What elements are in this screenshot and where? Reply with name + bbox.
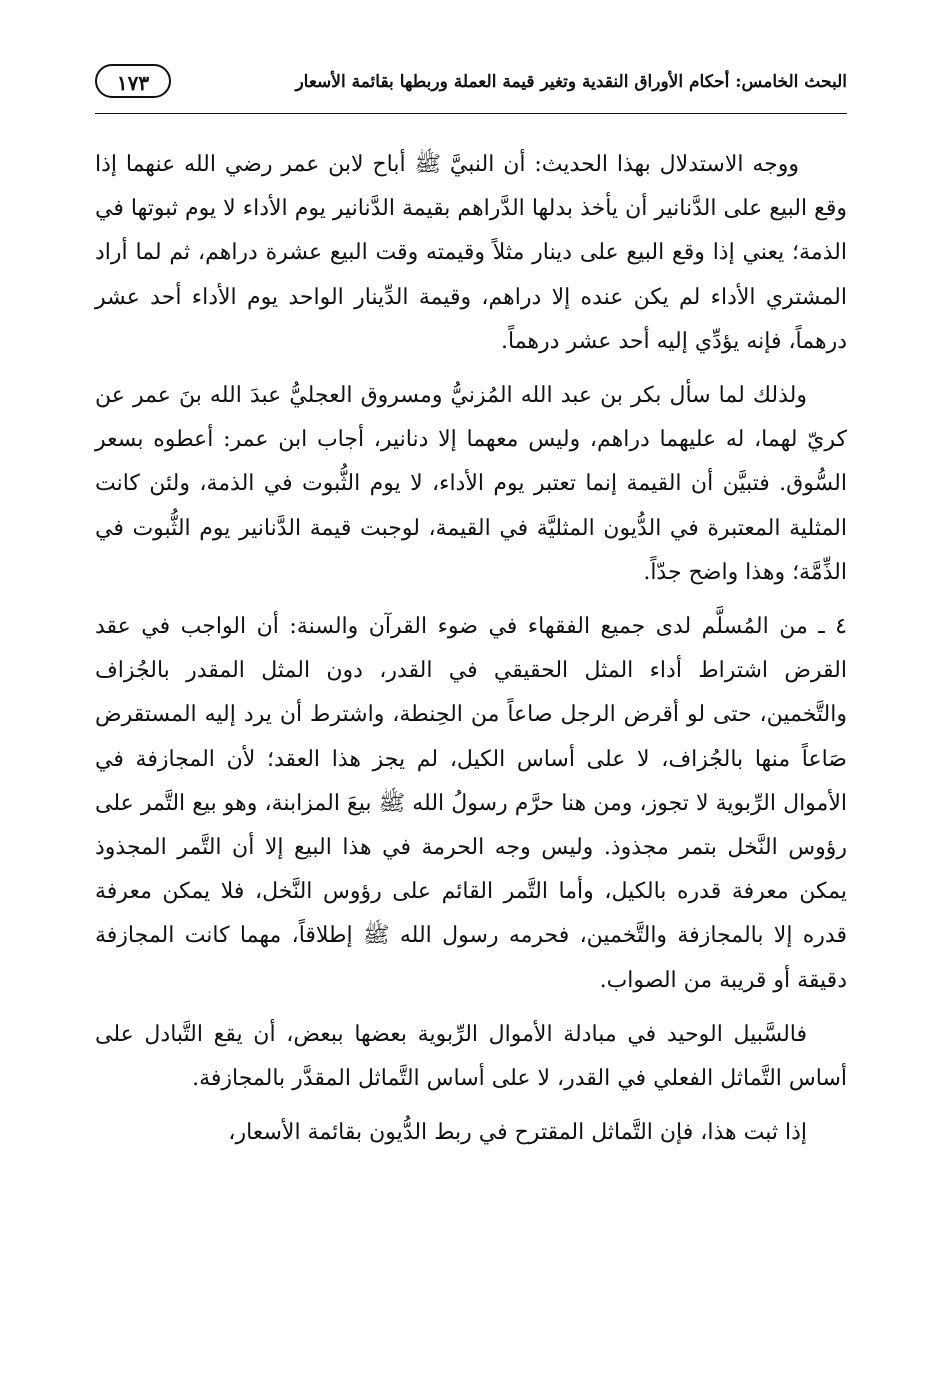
paragraph-istidlal: ووجه الاستدلال بهذا الحديث: أن النبيَّ ﷺ أباح لابن عمر رضي الله عنهما إذا وقع البيع على الدَّنانير أن يأخذ بدلها الدَّراهم بقيمة الدَّنانير يوم الأداء لا يوم ثبوتها في الذمة؛ يعني إذا وقع البيع على دينار مثلاً وقيمته وقت البيع عشرة دراهم، ثم لما أراد المشتري الأداء لم يكن عنده إلا دراهم، وقيمة الدِّينار الواحد يوم الأداء أحد عشر درهماً، فإنه يؤدِّي إليه أحد عشر درهماً. <box>95 152 847 354</box>
page-number: ١٧٣ <box>95 64 171 98</box>
body-text <box>95 143 847 1165</box>
header-divider <box>95 113 847 114</box>
running-head-title: أحكام الأوراق النقدية وتغير قيمة العملة وربطها بقائمة الأسعار <box>295 72 730 92</box>
running-head-series: البحث الخامس: <box>735 72 847 92</box>
paragraph-point-4: ٤ ـ من المُسلَّم لدى جميع الفقهاء في ضوء القرآن والسنة: أن الواجب في عقد القرض اشتراط أداء المثل الحقيقي في القدر، دون المثل المقدر بالجُزاف والتَّخمين، حتى لو أقرض الرجل صاعاً من الحِنطة، واشترط أن يرد إليه المستقرض صَاعاً منها بالجُزاف، لا على أساس الكيل، لم يجز هذا العقد؛ لأن المجازفة في الأموال الرِّبوية لا تجوز، ومن هنا حرَّم رسولُ الله ﷺ بيعَ المزابنة، وهو بيع التَّمر على رؤوس النَّخل بتمر مجذوذ. وليس وجه الحرمة في هذا البيع إلا أن التَّمر المجذوذ يمكن معرفة قدره بالكيل، وأما التَّمر القائم على رؤوس النَّخل، فلا يمكن معرفة قدره إلا بالمجازفة والتَّخمين، فحرمه رسول الله ﷺ إطلاقاً، مهما كانت المجازفة دقيقة أو قريبة من الصواب. <box>95 614 847 993</box>
paragraph-ibn-umar: ولذلك لما سأل بكر بن عبد الله المُزنيُّ ومسروق العجليُّ عبدَ الله بنَ عمر عن كريّ لهما، له عليهما دراهم، وليس معهما إلا دنانير، أجاب ابن عمر: أعطوه بسعر السُّوق. فتبيَّن أن القيمة إنما تعتبر يوم الأداء، لا يوم الثُّبوت في الذمة، ولئن كانت المثلية المعتبرة في الدُّيون المثليَّة في القيمة، لوجبت قيمة الدَّنانير يوم الثُّبوت في الذِّمَّة؛ وهذا واضح جدّاً. <box>95 383 847 585</box>
page-header <box>95 52 847 114</box>
running-head <box>295 74 847 91</box>
paragraph-conclusion-start: إذا ثبت هذا، فإن التَّماثل المقترح في ربط الدُّيون بقائمة الأسعار، <box>228 1120 807 1146</box>
paragraph-tabadul: فالسَّبيل الوحيد في مبادلة الأموال الرِّبوية بعضها ببعض، أن يقع التَّبادل على أساس التَّماثل الفعلي في القدر، لا على أساس التَّماثل المقدَّر بالمجازفة. <box>95 1021 847 1092</box>
